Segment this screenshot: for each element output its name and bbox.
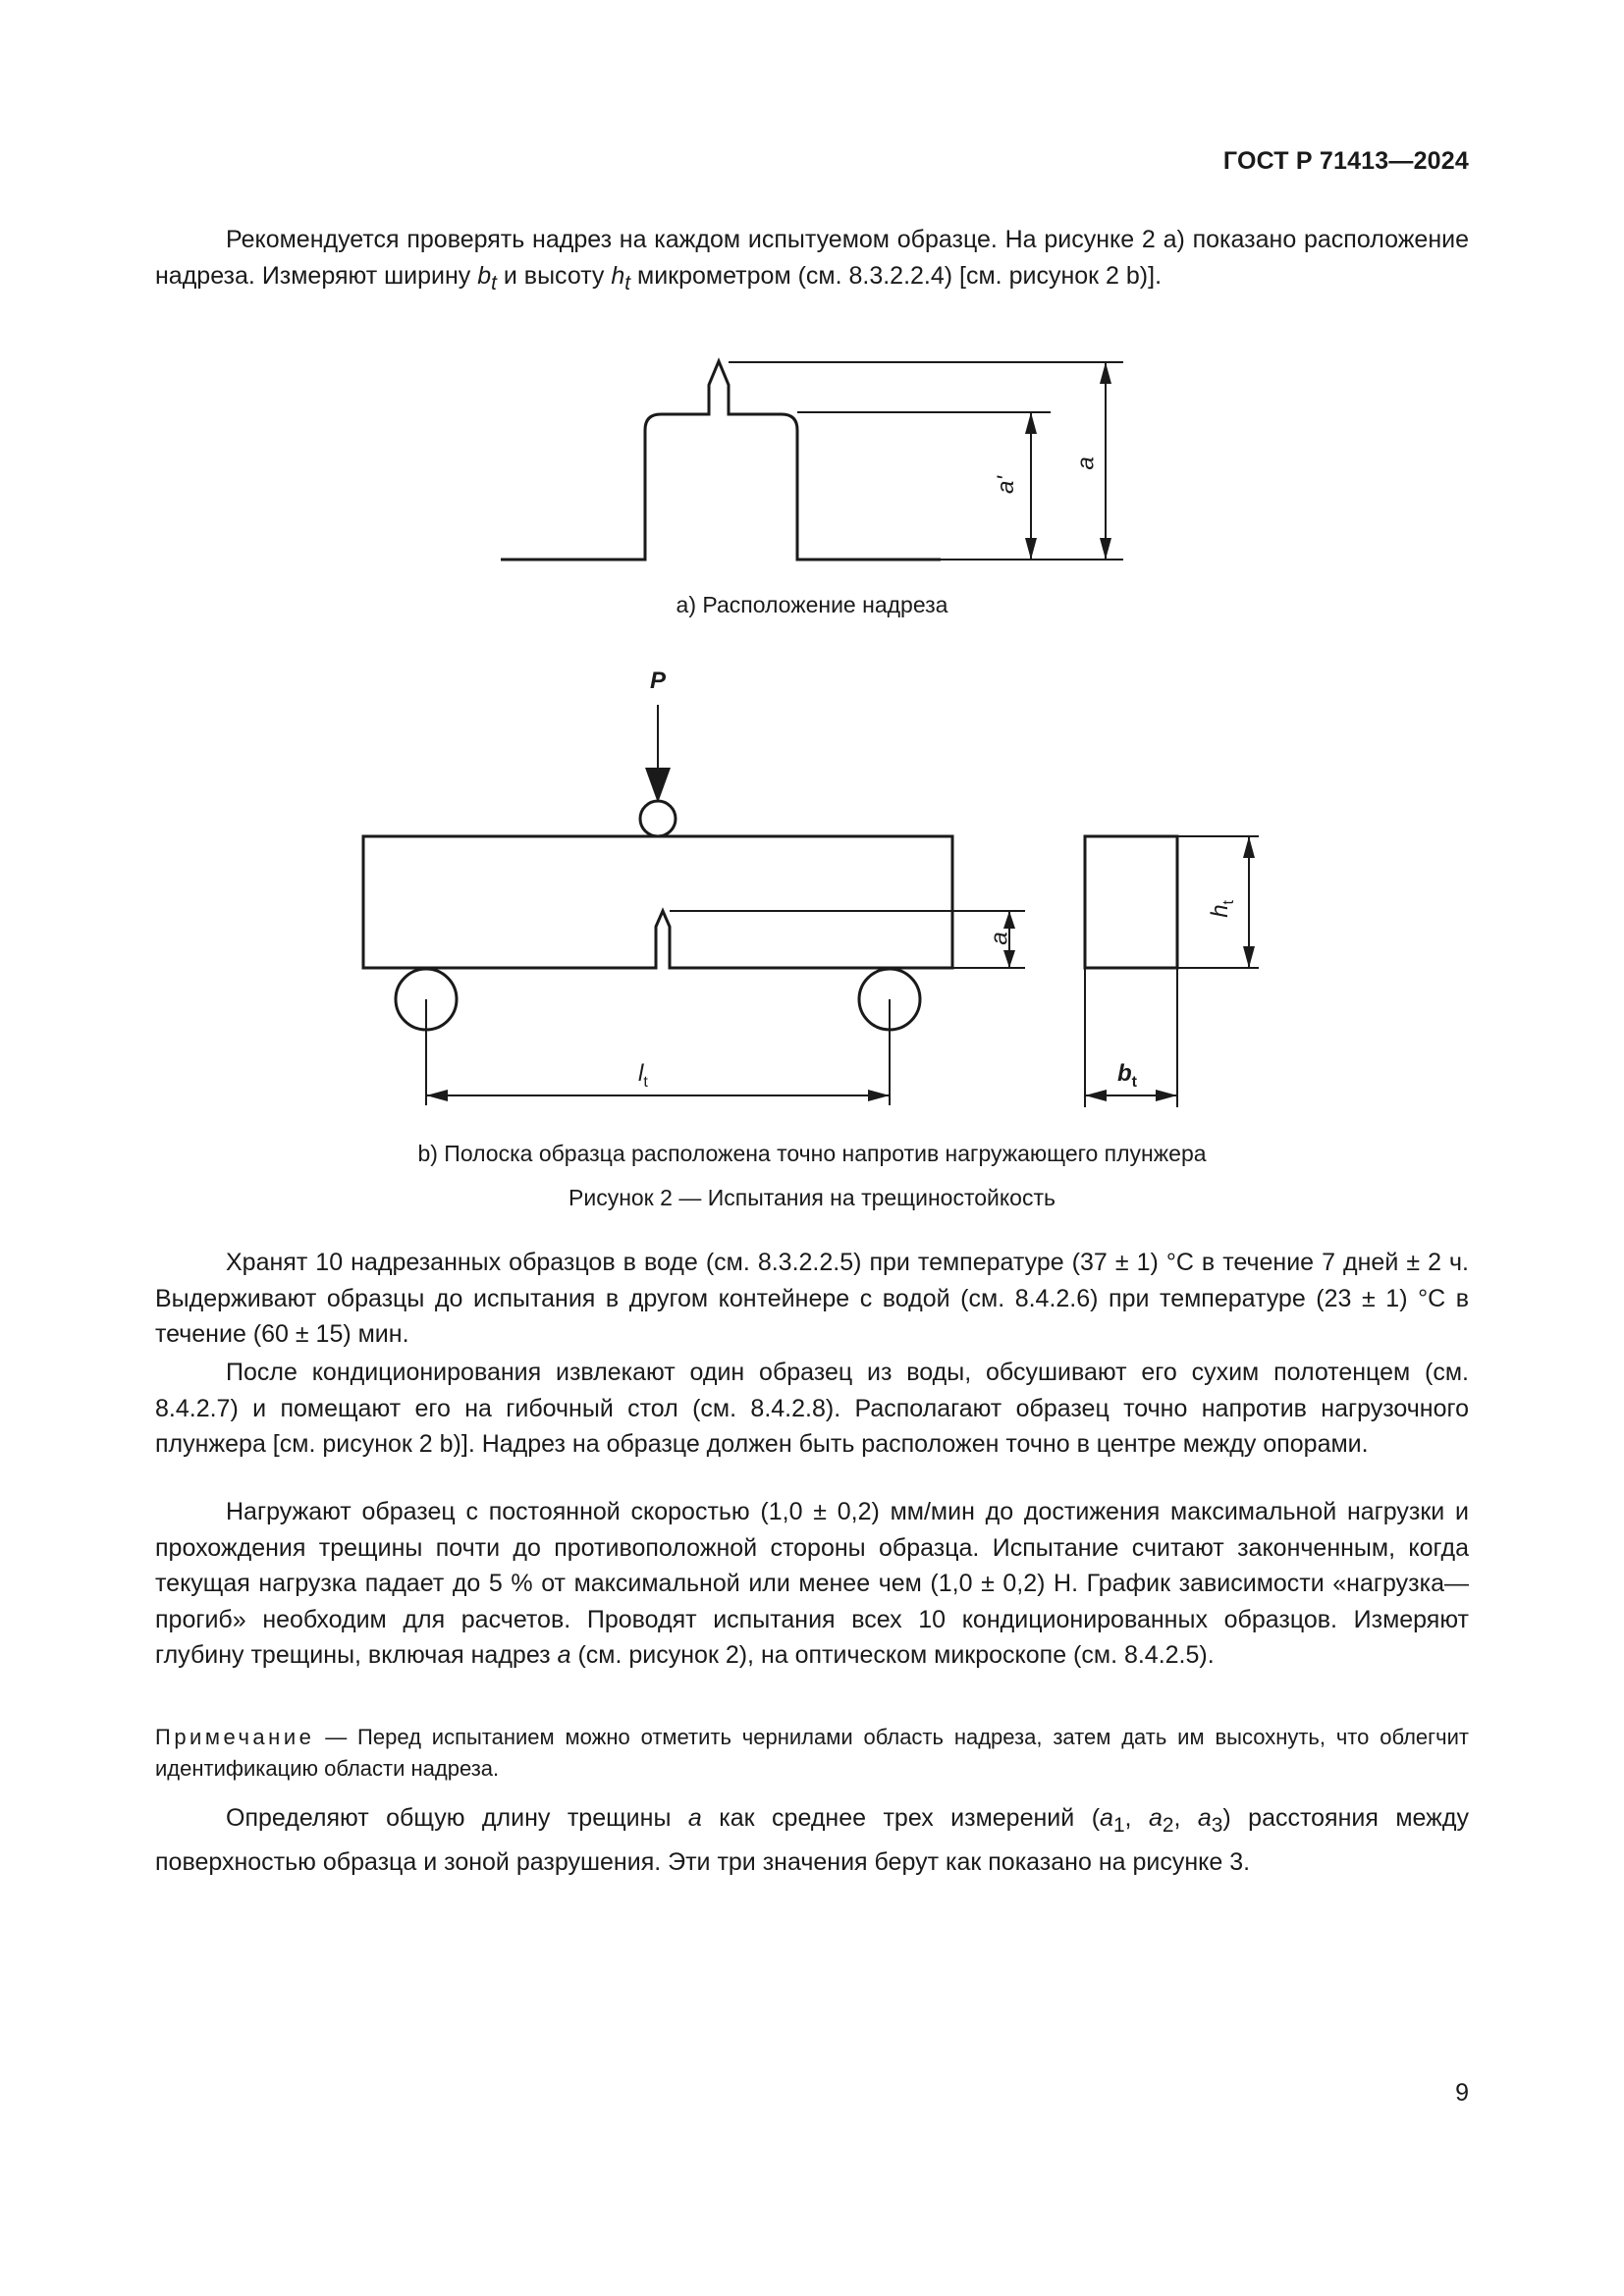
intro-h-subscript: t [624, 271, 631, 294]
note-label: Примечание [155, 1725, 315, 1749]
label-span-lt: $l_t$ [638, 1060, 648, 1091]
page-number: 9 [1455, 2079, 1469, 2107]
intro-text-2: и высоту [496, 261, 612, 290]
intro-b-subscript: t [491, 271, 497, 294]
paragraph-loading: Нагружают образец с постоянной скоростью (1,0 ± 0,2) мм/мин до достижения максимальной нагрузки и прохождения трещины почти до противоположной стороны образца. Испытание считают законченным, когда текущая нагрузка падает до 5 % от максимальной или менее чем (1,0 ± 0,2) Н. График зависимости «нагрузка—прогиб» необходим для расчетов. Проводят испытания всех 10 кондиционированных образцов. Измеряют глубину трещины, включая надрез а (см. рисунок 2), на оптическом микроскопе (см. 8.4.2.5). [155, 1498, 1469, 1669]
label-height-ht: $h_t$ [1207, 899, 1237, 918]
specimen-beam [363, 836, 952, 968]
intro-text-3: микрометром (см. 8.3.2.2.4) [см. рисунок 2 b)]. [630, 261, 1163, 290]
intro-b-symbol: b [477, 261, 492, 290]
label-a-prime: a' [992, 476, 1019, 494]
document-id: ГОСТ Р 71413—2024 [1222, 147, 1469, 175]
load-arrow [645, 705, 671, 803]
paragraph-conditioning: После кондиционирования извлекают один образец из воды, обсушивают его сухим полотенцем (см. 8.4.2.7) и помещают его на гибочный стол (см. 8.4.2.8). Располагают образец точно напротив нагрузочного плунжера [см. рисунок 2 b)]. Надрез на образце должен быть расположен точно в центре между опорами. [155, 1359, 1469, 1458]
figure-title: Рисунок 2 — Испытания на трещиностойкость [568, 1185, 1056, 1210]
intro-text-1: Рекомендуется проверять надрез на каждом испытуемом образце. На рисунке 2 а) показано расположение надреза. Измеряют ширину [155, 226, 1469, 290]
label-a-fig-a: a [1072, 456, 1100, 470]
note-paragraph: Примечание — Перед испытанием можно отметить чернилами область надреза, затем дать им высохнуть, что облегчит идентификацию области надреза. [155, 1725, 1469, 1781]
paragraph-storage: Хранят 10 надрезанных образцов в воде (см. 8.3.2.2.5) при температуре (37 ± 1) °С в течение 7 дней ± 2 ч. Выдерживают образцы до испытания в другом контейнере с водой (см. 8.4.2.6) при температуре (23 ± 1) °С в течение (60 ± 15) мин. [155, 1249, 1469, 1348]
specimen-cross-section [1085, 836, 1177, 968]
intro-h-symbol: h [611, 261, 625, 290]
label-load-p: P [650, 667, 667, 694]
figure-2a-caption: a) Расположение надреза [676, 592, 948, 617]
label-a-fig-b: a [986, 932, 1013, 945]
label-width-bt: $b_t$ [1117, 1060, 1137, 1091]
figure-2b-caption: b) Полоска образца расположена точно напротив нагружающего плунжера [417, 1141, 1207, 1166]
loading-plunger [640, 801, 676, 836]
paragraph-crack-length: Определяют общую длину трещины a как среднее трех измерений ($a_1$, $a_2$, $a_3$) расстояния между поверхностью образца и зоной разрушения. Эти три значения берут как показано на рисунке 3. [155, 1804, 1469, 1876]
